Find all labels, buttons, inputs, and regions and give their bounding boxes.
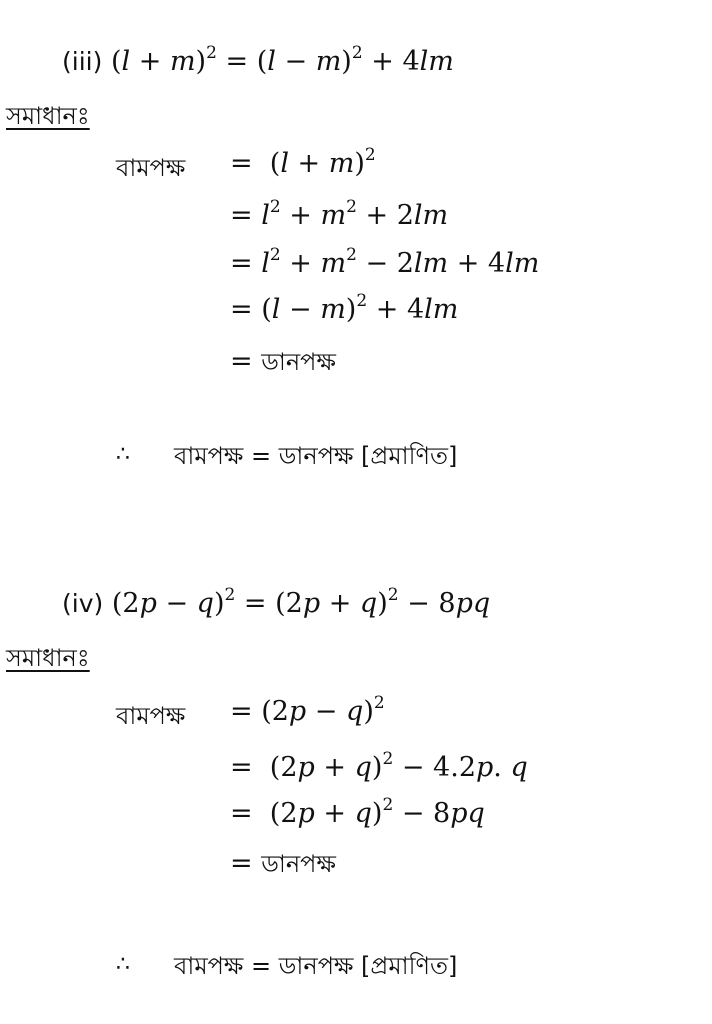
conclusion-iii: বামপক্ষ = ডানপক্ষ [প্রমাণিত] [174, 442, 458, 470]
step-iv-3: = $(2p + q)^2 - 8pq$ [230, 795, 485, 829]
rhs-label-iii: ডানপক্ষ [261, 348, 336, 376]
step-iii-4: = $(l - m)^2 + 4lm$ [230, 291, 459, 325]
step-iii-2: = $l^2 + m^2 + 2lm$ [230, 197, 449, 231]
rhs-label-iv: ডানপক্ষ [261, 850, 336, 878]
solution-heading-iv: সমাধানঃ [6, 644, 90, 672]
problem-iv-number: (iv) [62, 589, 104, 618]
step-iv-2: = $(2p + q)^2 - 4.2p$. q [230, 749, 528, 783]
therefore-symbol-iii: ∴ [116, 442, 130, 467]
step-iii-3: = $l^2 + m^2 - 2lm + 4lm$ [230, 245, 540, 279]
problem-iii-number: (iii) [62, 47, 103, 76]
solution-heading-iii: সমাধানঃ [6, 102, 90, 130]
lhs-label-iii: বামপক্ষ [116, 154, 186, 182]
step-iii-1: = $(l + m)^2$ [230, 145, 376, 179]
problem-iv-statement: (iv) $(2p - q)^2 = (2p + q)^2 - 8pq$ [62, 585, 491, 619]
step-iv-1: = $(2p - q)^2$ [230, 693, 385, 727]
conclusion-iv: বামপক্ষ = ডানপক্ষ [প্রমাণিত] [174, 952, 458, 980]
step-iii-5: = ডানপক্ষ [230, 346, 336, 377]
lhs-label-iv: বামপক্ষ [116, 702, 186, 730]
therefore-symbol-iv: ∴ [116, 952, 130, 977]
problem-iii-statement: (iii) $(l + m)^2 = (l - m)^2 + 4lm$ [62, 43, 454, 77]
step-iv-4: = ডানপক্ষ [230, 848, 336, 879]
